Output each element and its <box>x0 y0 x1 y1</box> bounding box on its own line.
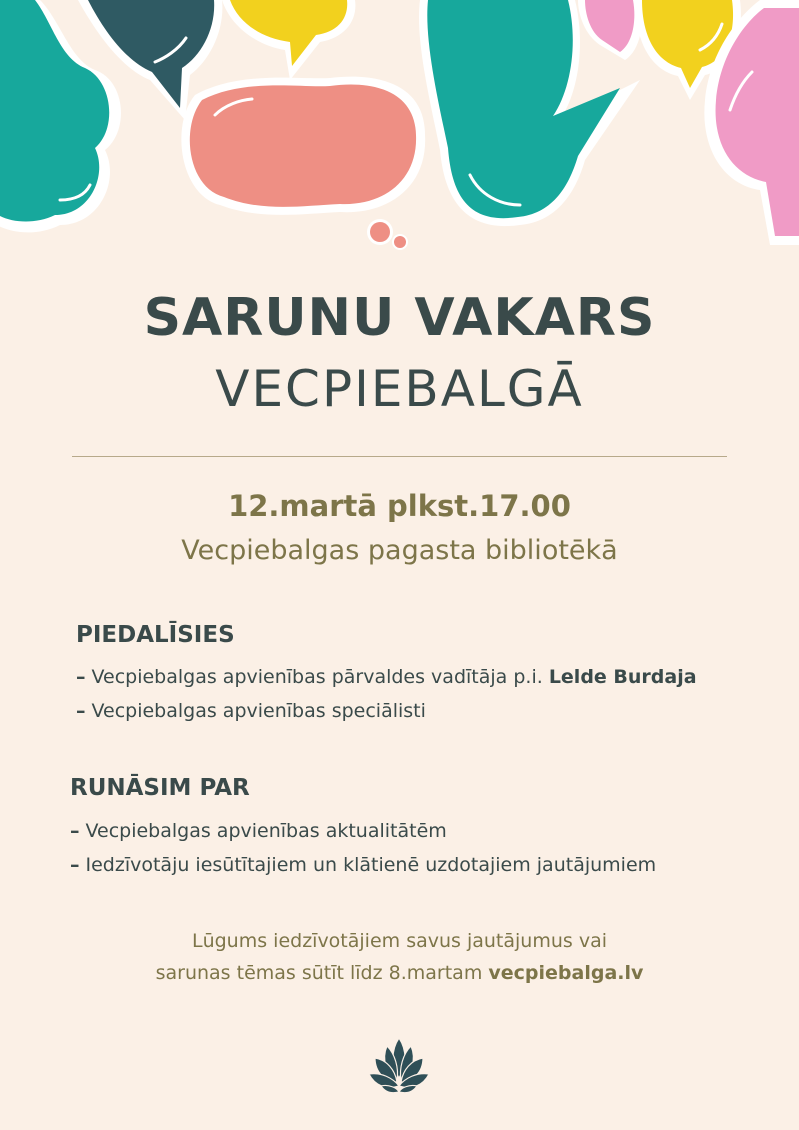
topic-item <box>70 854 656 876</box>
note-line-1: Lūgums iedzīvotājiem savus jautājumus vai <box>191 930 607 952</box>
participant-name: Lelde Burdaja <box>548 666 697 688</box>
topic-text: Iedzīvotāju iesūtītajiem un klātienē uzdotajiem jautājumiem <box>85 854 657 876</box>
topic-text: Vecpiebalgas apvienības aktualitātēm <box>85 820 447 842</box>
participants-heading: PIEDALĪSIES <box>76 622 235 648</box>
divider <box>72 456 727 457</box>
note-line-2 <box>0 962 799 984</box>
list-dash: – <box>76 700 86 722</box>
event-location-title: VECPIEBALGĀ <box>215 360 584 418</box>
event-title: SARUNU VAKARS <box>143 288 656 348</box>
topic-item <box>70 820 447 842</box>
event-date-time: 12.martā plkst.17.00 <box>228 489 571 523</box>
list-dash: – <box>76 666 86 688</box>
lotus-icon <box>367 1036 431 1094</box>
pink-speech-bubble-icon <box>578 0 642 60</box>
yellow-speech-bubble-icon <box>222 0 355 80</box>
participant-text: Vecpiebalgas apvienības speciālisti <box>91 700 426 722</box>
speech-bubbles-decoration <box>0 0 799 260</box>
participant-text: Vecpiebalgas apvienības pārvaldes vadītāja p.i. <box>91 666 543 688</box>
participant-item <box>76 700 426 722</box>
website-link[interactable]: vecpiebalga.lv <box>488 962 644 984</box>
event-venue: Vecpiebalgas pagasta bibliotēkā <box>181 535 618 566</box>
note-text: sarunas tēmas sūtīt līdz 8.martam <box>155 962 483 984</box>
list-dash: – <box>70 820 80 842</box>
topics-heading: RUNĀSIM PAR <box>70 775 250 801</box>
thought-bubble-icon <box>181 77 425 250</box>
participant-item <box>76 666 697 688</box>
list-dash: – <box>70 854 80 876</box>
